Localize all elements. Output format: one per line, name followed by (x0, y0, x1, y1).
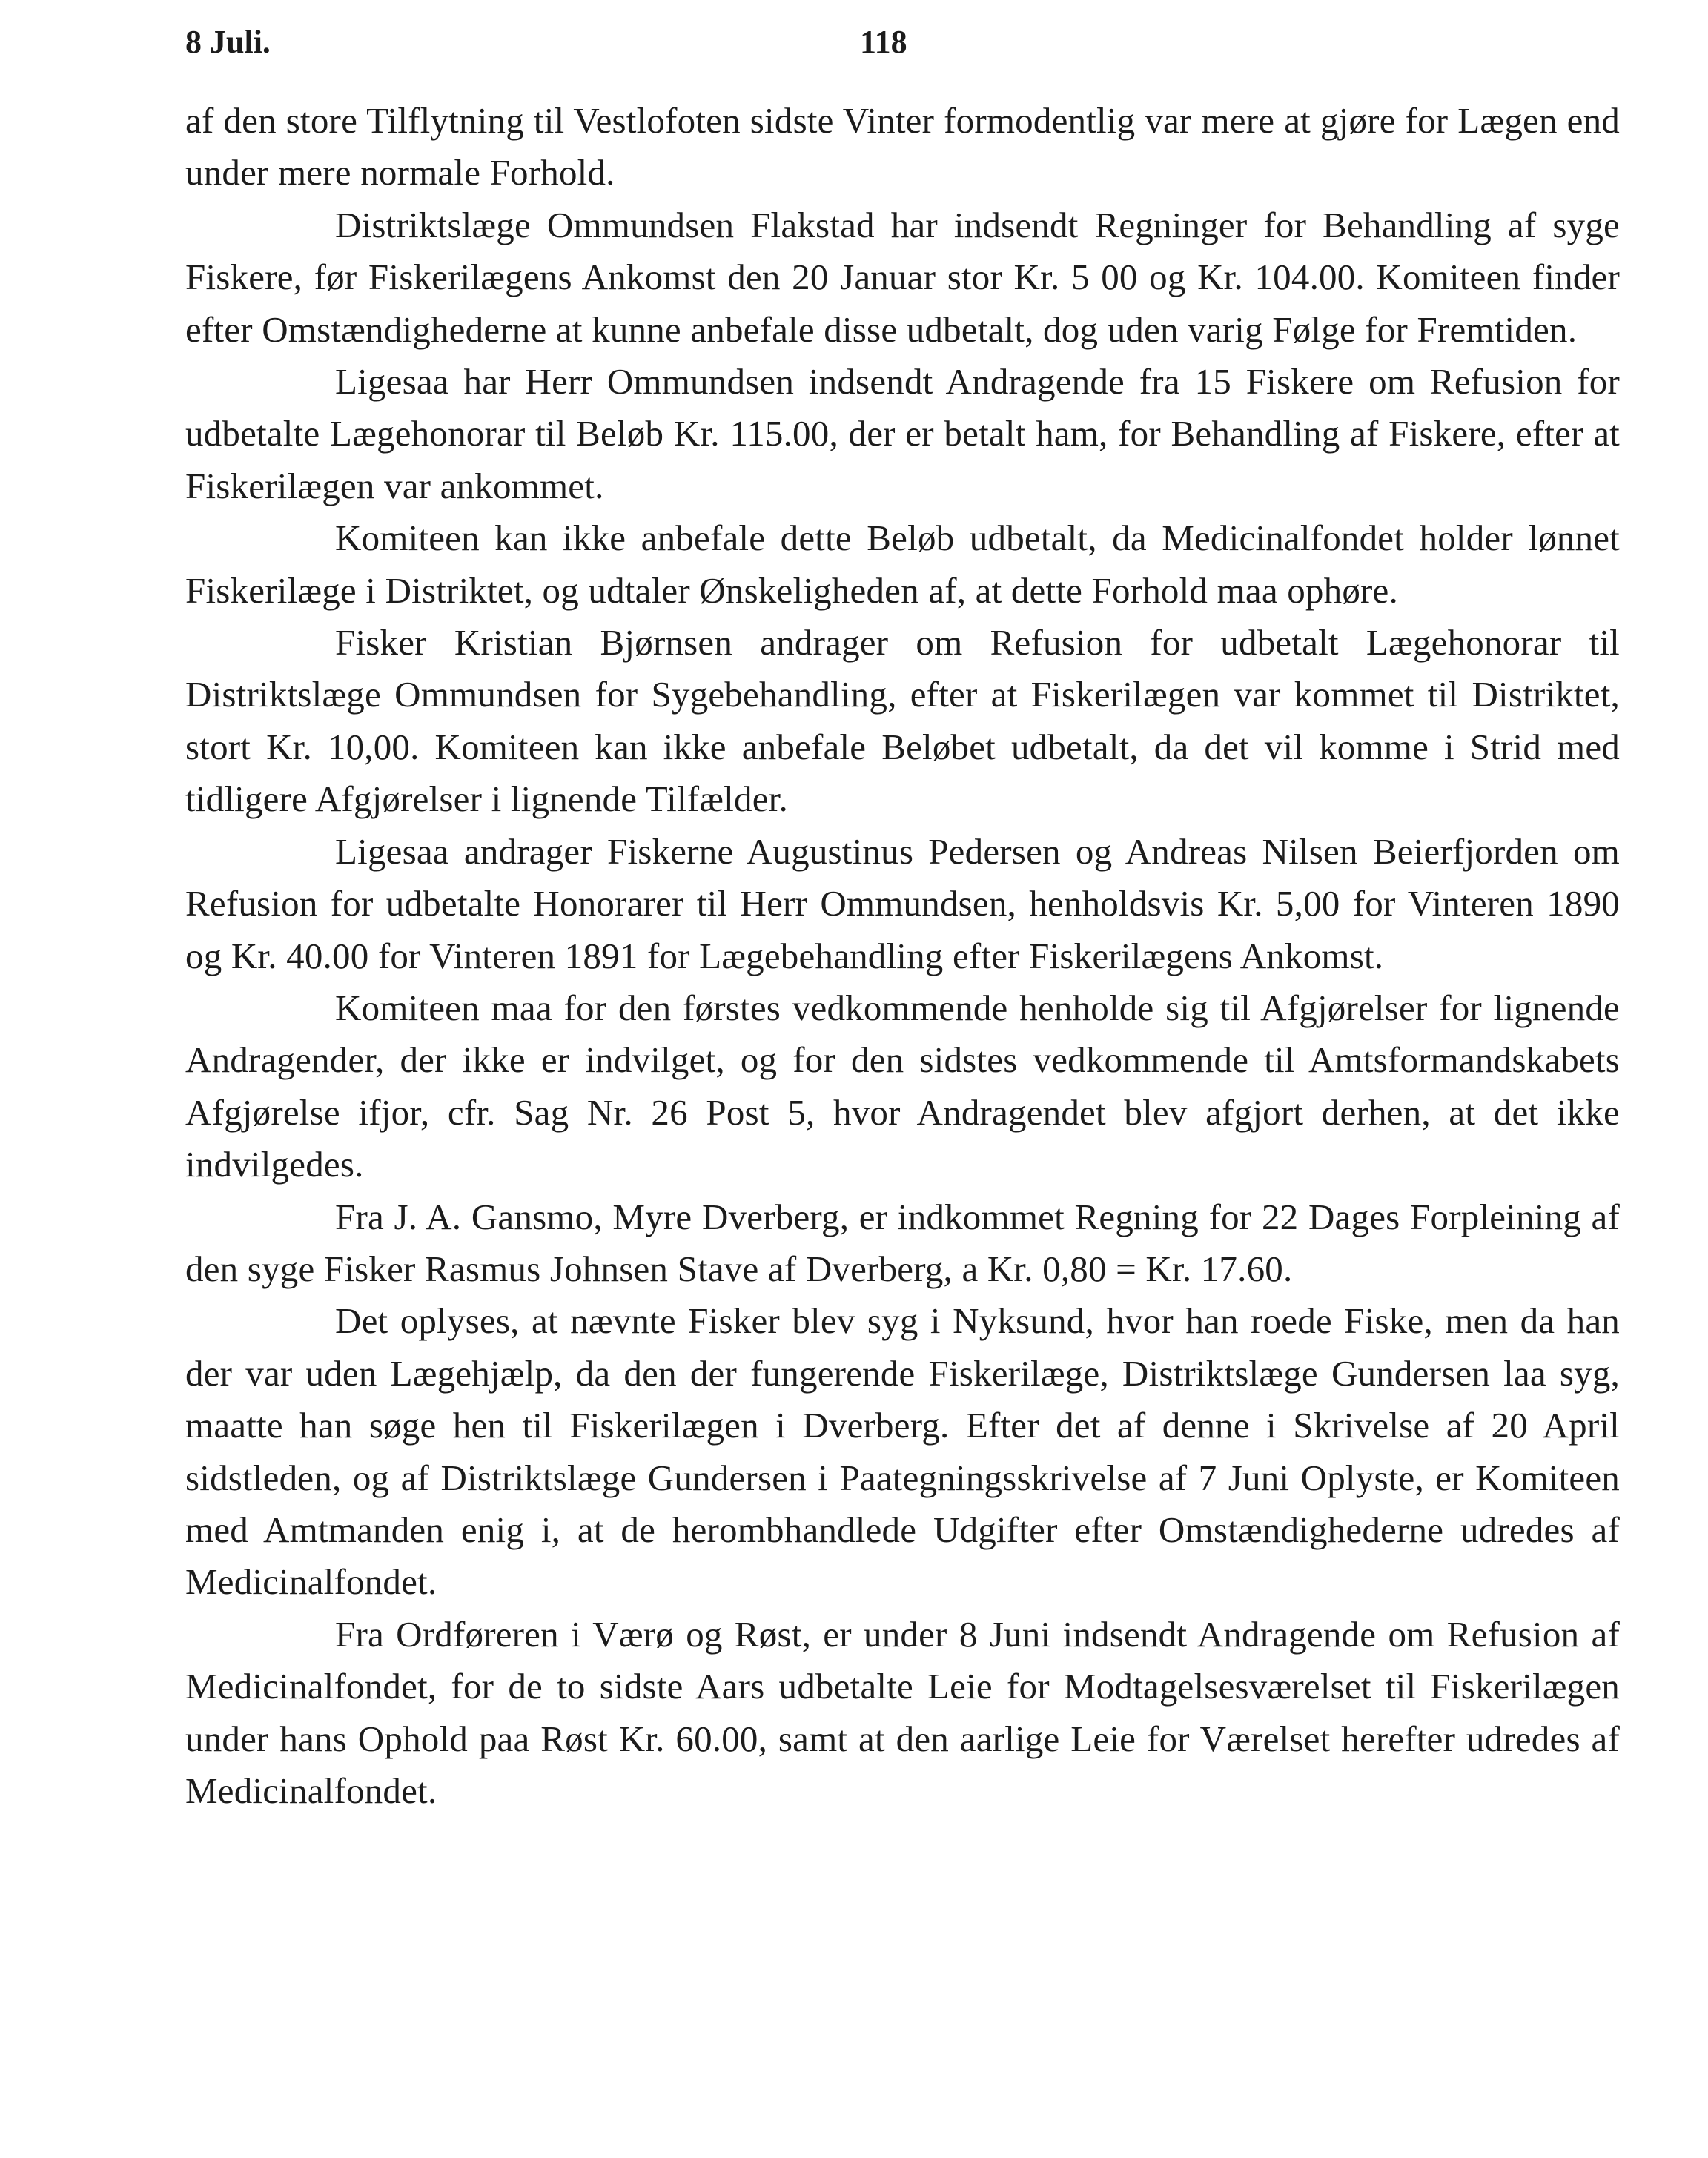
page-header (185, 16, 1631, 68)
paragraph: Fisker Kristian Bjørnsen andrager om Refusion for udbetalt Lægehonorar til Distriktslæge Ommundsen for Sygebehandling, efter at Fiskerilægen var kommet til Distriktet, stort Kr. 10,00. Komiteen kan ikke anbefale Beløbet udbetalt, da det vil komme i Strid med tidligere Afgjørelser i lignende Tilfælder. (185, 622, 1620, 820)
header-date: 8 Juli. (185, 24, 271, 60)
paragraph: Det oplyses, at nævnte Fisker blev syg i Nyksund, hvor han roede Fiske, men da han der var uden Lægehjælp, da den der fungerende Fiskerilæge, Distriktslæge Gundersen laa syg, maatte han søge hen til Fiskerilægen i Dverberg. Efter det af denne i Skrivelse af 20 April sidstleden, og af Distriktslæge Gundersen i Paategningsskrivelse af 7 Juni Oplyste, er Komiteen med Amtmanden enig i, at de herombhandlede Udgifter efter Omstændighederne udredes af Medicinalfondet. (185, 1300, 1620, 1603)
paragraph: Fra Ordføreren i Værø og Røst, er under 8 Juni indsendt Andragende om Refusion af Medicinalfondet, for de to sidste Aars udbetalte Leie for Modtagelsesværelset til Fiskerilægen under hans Ophold paa Røst Kr. 60.00, samt at den aarlige Leie for Værelset herefter udredes af Medicinalfondet. (185, 1613, 1620, 1811)
page-number: 118 (860, 24, 907, 60)
paragraph: Fra J. A. Gansmo, Myre Dverberg, er indkommet Regning for 22 Dages Forpleining af den syge Fisker Rasmus Johnsen Stave af Dverberg, a Kr. 0,80 = Kr. 17.60. (185, 1196, 1620, 1289)
paragraph: af den store Tilflytning til Vestlofoten sidste Vinter formodentlig var mere at gjøre for Lægen end under mere normale Forhold. (185, 100, 1620, 193)
paragraph: Ligesaa andrager Fiskerne Augustinus Pedersen og Andreas Nilsen Beierfjorden om Refusion for udbetalte Honorarer til Herr Ommundsen, henholdsvis Kr. 5,00 for Vinteren 1890 og Kr. 40.00 for Vinteren 1891 for Lægebehandling efter Fiskerilægens Ankomst. (185, 830, 1620, 976)
paragraph: Distriktslæge Ommundsen Flakstad har indsendt Regninger for Behandling af syge Fiskere, før Fiskerilægens Ankomst den 20 Januar stor Kr. 5 00 og Kr. 104.00. Komiteen finder efter Omstændighederne at kunne anbefale disse udbetalt, dog uden varig Følge for Fremtiden. (185, 204, 1620, 350)
body-text (185, 95, 1620, 1817)
paragraph: Ligesaa har Herr Ommundsen indsendt Andragende fra 15 Fiskere om Refusion for udbetalte Lægehonorar til Beløb Kr. 115.00, der er betalt ham, for Behandling af Fiskere, efter at Fiskerilægen var ankommet. (185, 361, 1620, 506)
paragraph: Komiteen maa for den førstes vedkommende henholde sig til Afgjørelser for lignende Andragender, der ikke er indvilget, og for den sidstes vedkommende til Amtsformandskabets Afgjørelse ifjor, cfr. Sag Nr. 26 Post 5, hvor Andragendet blev afgjort derhen, at det ikke indvilgedes. (185, 987, 1620, 1185)
paragraph: Komiteen kan ikke anbefale dette Beløb udbetalt, da Medicinalfondet holder lønnet Fiskerilæge i Distriktet, og udtaler Ønskeligheden af, at dette Forhold maa ophøre. (185, 517, 1620, 611)
